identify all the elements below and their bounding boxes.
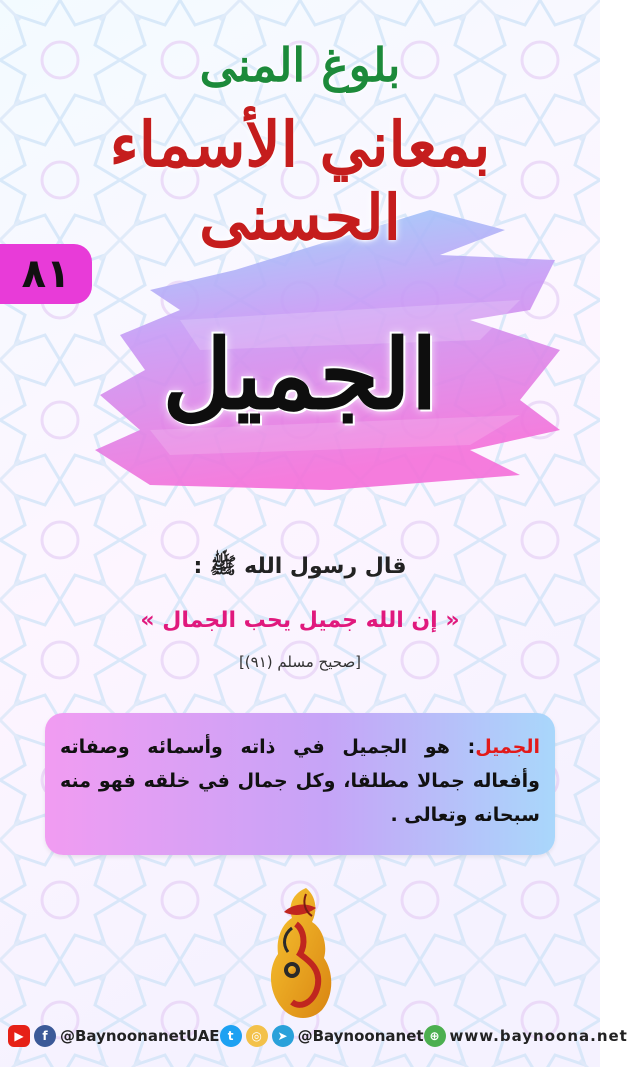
website-group [424, 1025, 628, 1047]
definition-body: : هو الجميل في ذاته وأسمائه وصفاته وأفعاله جمالا مطلقا، وكل جمال في خلقه فهو منه سبحانه وتعالى . [60, 736, 540, 826]
definition-term: الجميل [475, 736, 540, 758]
youtube-icon[interactable]: ▶ [8, 1025, 30, 1047]
website-icon[interactable]: ⊕ [424, 1025, 446, 1047]
divine-name-calligraphy: الجميل [162, 318, 438, 431]
page-title: بمعاني الأسماء الحسنى [109, 108, 491, 254]
facebook-icon[interactable]: f [34, 1025, 56, 1047]
footer-bar [0, 1014, 628, 1058]
hadith-intro: قال رسول الله ﷺ : [193, 554, 407, 579]
social-group-main [220, 1025, 424, 1047]
social-handle-uae[interactable]: @BaynoonanetUAE [60, 1027, 220, 1045]
subtitle: بلوغ المنى [199, 38, 401, 92]
hadith-source: [صحيح مسلم (٩١)] [238, 653, 362, 671]
baynoona-logo [262, 884, 338, 1026]
social-handle-main[interactable]: @Baynoonanet [297, 1027, 424, 1045]
twitter-icon[interactable]: t [220, 1025, 242, 1047]
telegram-icon[interactable]: ➤ [272, 1025, 294, 1047]
website-link[interactable]: www.baynoona.net [449, 1027, 628, 1045]
hadith-text: « إن الله جميل يحب الجمال » [140, 608, 460, 633]
definition-text [60, 730, 540, 832]
social-group-uae [8, 1025, 220, 1047]
instagram-icon[interactable]: ◎ [246, 1025, 268, 1047]
name-number-badge: ٨١ [0, 244, 92, 304]
